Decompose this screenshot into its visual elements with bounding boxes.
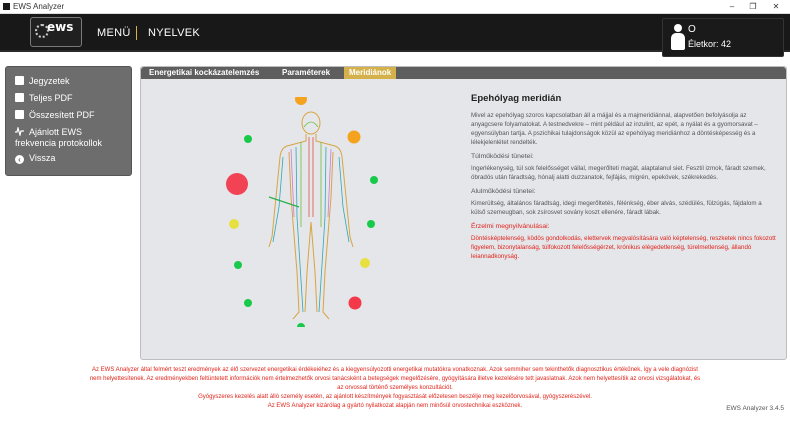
pdf-icon [15,93,24,102]
tab-meridians[interactable]: Meridiánok [344,67,396,79]
meridian-point [229,219,239,229]
meridian-point [348,131,361,144]
sidebar-item-notes[interactable] [15,76,70,87]
sidebar-item-summary-pdf[interactable] [15,110,95,121]
disclaimer-line: nem helyettesítenek. Az eredményekben feltüntetett információk nem értelmezhetők orvosi tanácsként a betegségek megelőzésére, gyógyítására illetve kezelésére tett javaslatnak. Azok nem helyettesítik az orvosi vizsgálatokat, és [89,376,701,382]
window-title: EWS Analyzer [13,2,65,11]
meridian-point [295,97,307,105]
app-version: EWS Analyzer 3.4.5 [726,405,784,412]
window-title-bar [0,0,790,14]
tab-energy-risk[interactable]: Energetikai kockázatelemzés [149,68,260,77]
disclaimer-line: Az EWS Analyzer kizárólag a gyártó nyilatkozat alapján nem minősül orvostechnikai eszköznek. [267,403,523,409]
meridian-point [244,135,252,143]
sidebar [5,66,132,176]
disclaimer [40,366,750,411]
tab-bar [141,67,786,79]
back-arrow-icon: ‹ [15,155,24,164]
main-panel [140,66,787,360]
minimize-button[interactable]: – [729,2,735,11]
meridian-description [471,93,776,262]
user-name: O [688,24,696,35]
close-button[interactable]: ✕ [772,2,780,11]
disclaimer-line: Az EWS Analyzer által felmért teszt eredmények az élő szervezet energetikai érdékeiéhez és a kiegyensúlyozotti energetikai mutatókra vonatkoznak. Azok semmiher sem tekinthetők diagnosztikus értékűnek, így a vele diagnózist [92,367,698,373]
pdf-icon [15,110,24,119]
sidebar-item-protocols[interactable] [15,127,125,149]
overactivity-text: Ingerlékenység, túl sok felelősséget vállal, megerőlteti magát, alaptalanul siet. Fesztil izmok, fáradt szemek, öbradós után fáradtság, hónalj alatti duzzanatok, fejfájás, migrén, epekövek, székrekedés. [471,164,766,181]
overactivity-heading: Túlműködési tünetei: [471,152,534,160]
ews-logo [30,17,82,47]
meridian-title: Epehólyag meridián [471,93,562,104]
logo-text: ews [47,20,74,34]
sidebar-item-label: Vissza [29,153,56,163]
languages-button[interactable]: NYELVEK [148,27,201,39]
meridian-point [360,258,370,268]
disclaimer-line: az orvossal történő személyes konzultációt. [337,385,453,391]
meridian-point [370,176,378,184]
sidebar-item-label: Összesített PDF [29,110,95,120]
meridian-intro: Mivel az epehólyag szoros kapcsolatban áll a májjal és a majmeridiánnal, alapvetően befolyásolja az anyagcsere folyamatokat. A testnedvekre – mint például az inzulint, az epét, a nyálat és a gyomorsavat – egyensúlyban tartja. A pszichikai tulajdonságok közül az epehólyag meridiánhoz a döntésképesség és a lélekjelenlétet rendelték. [471,112,758,146]
sidebar-item-label: Teljes PDF [29,93,73,103]
user-profile-card[interactable] [662,18,784,57]
note-icon [15,76,24,85]
app-icon [3,3,10,10]
user-age: Életkor: 42 [688,39,732,49]
meridian-content [141,79,786,359]
meridian-point [349,297,362,310]
disclaimer-line: Gyógyszeres kezelés alatt álló személy esetén, az ajánlott készítmények fogyasztását előzetesen beszélje meg kezelőorvosával, gyógyszerészével. [198,394,592,400]
sidebar-item-label: Ajánlott EWS frekvencia protokollok [15,127,103,148]
menu-divider [136,26,137,40]
menu-button[interactable]: MENÜ [97,27,131,39]
sidebar-item-full-pdf[interactable] [15,93,73,104]
maximize-button[interactable]: ❐ [749,2,757,11]
underactivity-text: Kimerültség, általános fáradtság, idegi megerőltetés, félénkség, éber alvás, szédülés, fülzúgás, fájdalom a külső szemeugban, sok zsírosvet sovány koszt ellenére, fáradt lábak. [471,199,762,216]
body-meridian-figure [221,97,401,327]
sidebar-item-back[interactable] [15,153,55,164]
underactivity-heading: Alulműködési tünetei: [471,187,536,195]
user-icon [671,24,685,50]
tab-parameters[interactable]: Paraméterek [282,68,331,77]
sidebar-item-label: Jegyzetek [29,76,70,86]
meridian-point [244,299,252,307]
emotional-text: Döntésképtelenség, ködös gondolkodás, elettervek megvalósítására való képtelenség, reszketek nincs fokozott figyelem, bizonytalanság, túlfokozott felelősségérzet, krónikus elégedetlenség, türelmetlenség, állandó leiannadkonyság. [471,234,776,260]
meridian-point [234,261,242,269]
meridian-point [297,323,305,327]
meridian-point [226,173,248,195]
human-silhouette [269,112,353,319]
wave-icon [15,127,24,136]
emotional-heading: Érzelmi megnyilvánulásai: [471,222,550,230]
meridian-point [367,220,375,228]
